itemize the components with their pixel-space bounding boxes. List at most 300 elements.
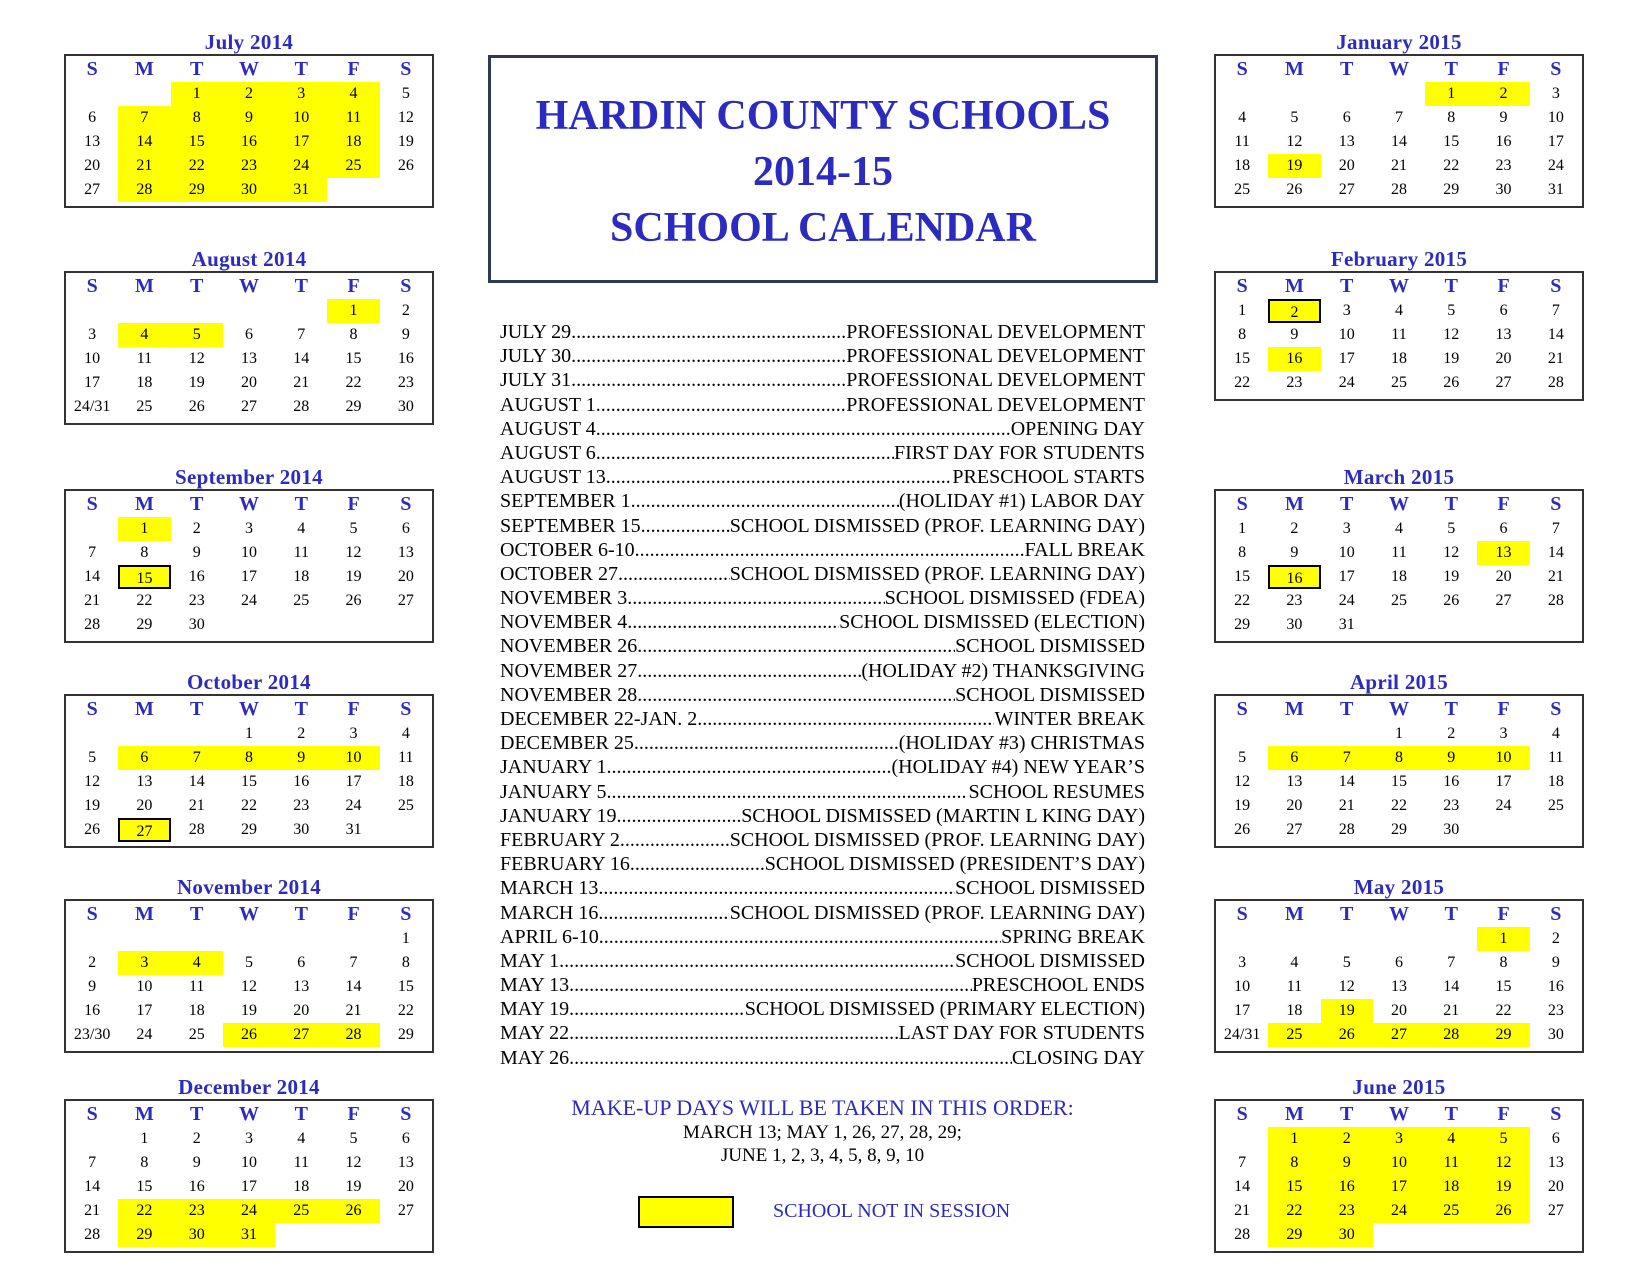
empty-day-cell [1425,927,1477,951]
weekday-label: F [347,697,360,720]
event-row [500,538,1145,562]
day-cell: 25 [275,1199,327,1223]
day-cell: 20 [84,157,101,174]
day-cell: 1 [244,725,253,742]
dot-leader [569,1021,898,1045]
empty-day-cell [66,722,118,746]
day-cell: 27 [397,1202,414,1219]
dot-leader [641,514,730,538]
day-cell: 19 [1443,350,1460,367]
week-row [66,154,432,178]
weekday-label: F [1497,1102,1510,1125]
day-cell: 2 [1268,299,1320,323]
week-row [66,565,432,589]
weekday-label: S [86,1102,98,1125]
day-cell: 13 [1390,978,1407,995]
empty-day-cell [380,1223,432,1247]
day-cell: 21 [188,797,205,814]
month-title: February 2015 [1330,247,1468,271]
weekday-label: T [294,492,308,515]
day-cell: 4 [297,520,306,537]
event-date: AUGUST 4 [500,417,596,440]
weekday-label: S [86,274,98,297]
day-cell: 3 [1342,302,1351,319]
weekday-label: W [1388,1102,1409,1125]
month-grid [1214,489,1584,643]
event-description: SCHOOL DISMISSED (PROF. LEARNING DAY) [729,828,1145,851]
month-title: November 2014 [176,875,322,899]
week-row [66,1199,432,1223]
day-cell: 23 [293,797,310,814]
day-cell: 1 [1477,927,1529,951]
event-description: (HOLIDAY #4) NEW YEAR’S [891,756,1145,779]
day-cell: 5 [171,323,223,347]
week-row [1216,1199,1582,1223]
empty-day-cell [171,299,223,323]
day-cell: 19 [345,1178,362,1195]
day-cell: 16 [1321,1175,1373,1199]
weekday-label: S [1550,697,1562,720]
weekday-label: S [86,697,98,720]
day-cell: 30 [397,398,414,415]
weekday-label: T [1444,492,1458,515]
weekday-label: W [1388,57,1409,80]
day-cell: 12 [1234,773,1251,790]
weekday-label: W [1388,492,1409,515]
day-cell: 12 [1477,1151,1529,1175]
day-cell: 29 [1443,181,1460,198]
day-cell: 7 [297,326,306,343]
day-cell: 5 [1290,109,1299,126]
week-row [1216,746,1582,770]
empty-day-cell [171,927,223,951]
event-row [500,852,1145,876]
day-cell: 25 [1234,181,1251,198]
day-cell: 12 [397,109,414,126]
day-cell: 13 [1338,133,1355,150]
day-cell: 8 [140,544,149,561]
empty-day-cell [1425,1223,1477,1247]
empty-day-cell [275,613,327,637]
day-cell: 4 [118,323,170,347]
event-description: PRESCHOOL STARTS [952,466,1145,489]
day-cell: 5 [1342,954,1351,971]
week-row [1216,541,1582,565]
day-cell: 24 [1373,1199,1425,1223]
month-title: October 2014 [187,670,311,694]
weekday-header [1216,56,1582,82]
event-row [500,707,1145,731]
day-cell: 15 [136,1178,153,1195]
event-description: SCHOOL DISMISSED [955,949,1145,972]
day-cell: 7 [118,106,170,130]
event-date: MARCH 16 [500,901,599,924]
event-row [500,610,1145,634]
weekday-label: T [294,1102,308,1125]
weekday-label: S [86,492,98,515]
day-cell: 4 [171,951,223,975]
day-cell: 11 [1286,978,1303,995]
day-cell: 1 [401,930,410,947]
day-cell: 21 [345,1002,362,1019]
weekday-label: T [294,697,308,720]
event-description: (HOLIDAY #3) CHRISTMAS [898,732,1145,755]
day-cell: 3 [1373,1127,1425,1151]
event-description: (HOLIDAY #1) LABOR DAY [898,490,1145,513]
day-cell: 2 [1290,520,1299,537]
day-cell: 23 [1286,592,1303,609]
day-cell: 30 [1286,616,1303,633]
day-cell: 30 [293,821,310,838]
day-cell: 7 [1238,1154,1247,1171]
day-cell: 10 [136,978,153,995]
day-cell: 11 [293,544,309,561]
month-grid [64,694,434,848]
day-cell: 16 [188,568,205,585]
week-row [66,927,432,951]
day-cell: 24 [136,1026,153,1043]
dot-leader [607,780,969,804]
month-grid [1214,1099,1584,1253]
day-cell: 16 [1495,133,1512,150]
day-cell: 8 [223,746,275,770]
week-row [66,770,432,794]
weekday-label: W [238,1102,259,1125]
day-cell: 28 [1425,1023,1477,1047]
calendar-title: SCHOOL CALENDAR [610,205,1036,251]
event-description: PROFESSIONAL DEVELOPMENT [846,321,1145,343]
day-cell: 3 [244,1130,253,1147]
day-cell: 17 [1234,1002,1251,1019]
day-cell: 28 [1547,374,1564,391]
month-title: June 2015 [1352,1075,1446,1099]
day-cell: 16 [188,1178,205,1195]
empty-day-cell [66,1127,118,1151]
day-cell: 2 [192,1130,201,1147]
day-cell: 9 [192,544,201,561]
day-cell: 5 [349,1130,358,1147]
day-cell: 7 [88,1154,97,1171]
week-row [1216,323,1582,347]
day-cell: 18 [397,773,414,790]
month-grid [1214,899,1584,1053]
week-row [1216,999,1582,1023]
weekday-label: W [1388,274,1409,297]
event-date: DECEMBER 25 [500,732,634,755]
empty-day-cell [1477,1223,1529,1247]
day-cell: 10 [1547,109,1564,126]
day-cell: 27 [1373,1023,1425,1047]
month-grid [64,1099,434,1253]
day-cell: 25 [327,154,379,178]
empty-day-cell [1216,927,1268,951]
day-cell: 3 [244,520,253,537]
day-cell: 28 [84,1226,101,1243]
day-cell: 13 [1547,1154,1564,1171]
week-row [66,1127,432,1151]
month-november-2014 [64,875,434,1053]
day-cell: 9 [88,978,97,995]
day-cell: 2 [223,82,275,106]
day-cell: 24/31 [73,398,111,415]
day-cell: 24 [223,1199,275,1223]
day-cell: 3 [1342,520,1351,537]
day-cell: 13 [293,978,310,995]
empty-day-cell [1477,818,1529,842]
day-cell: 1 [1238,302,1247,319]
day-cell: 16 [1268,347,1320,371]
dot-leader [637,683,955,707]
month-title: September 2014 [175,465,323,489]
day-cell: 17 [1495,773,1512,790]
day-cell: 13 [136,773,153,790]
weekday-label: T [190,492,204,515]
day-cell: 29 [241,821,258,838]
week-row [1216,613,1582,637]
day-cell: 20 [293,1002,310,1019]
event-row [500,489,1145,513]
week-row [66,1175,432,1199]
week-row [1216,178,1582,202]
empty-day-cell [1373,613,1425,637]
day-cell: 1 [1394,725,1403,742]
day-cell: 19 [397,133,414,150]
school-year: 2014-15 [753,149,893,195]
weekday-label: M [134,697,154,720]
event-description: PROFESSIONAL DEVELOPMENT [846,369,1145,392]
day-cell: 15 [345,350,362,367]
weekday-label: T [1340,697,1354,720]
day-cell: 15 [1495,978,1512,995]
event-date: JULY 29 [500,321,572,343]
day-cell: 26 [223,1023,275,1047]
events-list [500,320,1145,1070]
day-cell: 8 [140,1154,149,1171]
weekday-label: S [1236,902,1248,925]
event-description: SCHOOL DISMISSED [955,683,1145,706]
dot-leader [569,1046,1012,1070]
day-cell: 28 [327,1023,379,1047]
event-description: PROFESSIONAL DEVELOPMENT [846,345,1145,368]
day-cell: 20 [1338,157,1355,174]
day-cell: 26 [188,398,205,415]
day-cell: 30 [1443,821,1460,838]
day-cell: 28 [1234,1226,1251,1243]
day-cell: 26 [1443,374,1460,391]
weekday-header [66,696,432,722]
empty-day-cell [275,927,327,951]
day-cell: 13 [84,133,101,150]
week-row [66,589,432,613]
event-row [500,586,1145,610]
weekday-label: S [1236,492,1248,515]
weekday-label: S [1236,1102,1248,1125]
event-row [500,1021,1145,1045]
event-row [500,368,1145,392]
day-cell: 22 [171,154,223,178]
week-row [1216,927,1582,951]
day-cell: 26 [1477,1199,1529,1223]
empty-day-cell [1321,722,1373,746]
makeup-line-1: MARCH 13; MAY 1, 26, 27, 28, 29; [683,1122,962,1143]
day-cell: 9 [1290,326,1299,343]
weekday-label: T [190,274,204,297]
weekday-label: S [1550,57,1562,80]
day-cell: 12 [1286,133,1303,150]
event-date: JANUARY 5 [500,780,607,803]
day-cell: 22 [136,592,153,609]
day-cell: 4 [1394,520,1403,537]
day-cell: 4 [1425,1127,1477,1151]
day-cell: 8 [171,106,223,130]
day-cell: 11 [1391,326,1407,343]
week-row [66,323,432,347]
day-cell: 10 [1338,544,1355,561]
day-cell: 6 [401,520,410,537]
event-row [500,804,1145,828]
week-row [1216,818,1582,842]
day-cell: 22 [1234,374,1251,391]
month-title: April 2015 [1349,670,1449,694]
weekday-label: F [1497,492,1510,515]
event-description: WINTER BREAK [994,708,1145,730]
weekday-label: S [1550,1102,1562,1125]
event-date: SEPTEMBER 15 [500,514,641,537]
empty-day-cell [380,613,432,637]
weekday-label: S [400,57,412,80]
day-cell: 17 [136,1002,153,1019]
day-cell: 22 [240,797,257,814]
dot-leader [607,755,892,779]
weekday-label: M [134,274,154,297]
day-cell: 1 [1268,1127,1320,1151]
day-cell: 11 [1391,544,1407,561]
day-cell: 18 [327,130,379,154]
week-row [66,1023,432,1047]
day-cell: 24 [275,154,327,178]
day-cell: 28 [1338,821,1355,838]
weekday-label: S [400,274,412,297]
day-cell: 21 [1547,350,1564,367]
day-cell: 14 [188,773,205,790]
dot-leader [571,320,846,344]
day-cell: 15 [1390,773,1407,790]
weekday-label: T [1444,697,1458,720]
day-cell: 28 [293,398,310,415]
weekday-label: F [347,492,360,515]
event-description: SCHOOL DISMISSED (PROF. LEARNING DAY) [729,514,1145,537]
day-cell: 21 [1390,157,1407,174]
day-cell: 27 [240,398,257,415]
week-row [1216,565,1582,589]
day-cell: 14 [1443,978,1460,995]
day-cell: 24 [240,592,257,609]
day-cell: 10 [240,1154,257,1171]
weekday-label: S [1550,902,1562,925]
empty-day-cell [1530,818,1582,842]
day-cell: 19 [1477,1175,1529,1199]
week-row [1216,299,1582,323]
day-cell: 18 [293,568,310,585]
day-cell: 9 [1321,1151,1373,1175]
month-december-2014 [64,1075,434,1253]
day-cell: 10 [1373,1151,1425,1175]
dot-leader [571,368,846,392]
day-cell: 9 [275,746,327,770]
day-cell: 29 [345,398,362,415]
day-cell: 24 [1547,157,1564,174]
day-cell: 29 [118,1223,170,1247]
day-cell: 25 [1268,1023,1320,1047]
day-cell: 9 [192,1154,201,1171]
day-cell: 17 [241,568,258,585]
event-description: SCHOOL DISMISSED [955,877,1145,900]
day-cell: 27 [1495,592,1512,609]
month-october-2014 [64,670,434,848]
weekday-label: F [1497,697,1510,720]
day-cell: 27 [1338,181,1355,198]
day-cell: 18 [1547,773,1564,790]
empty-day-cell [1477,613,1529,637]
weekday-header [1216,696,1582,722]
day-cell: 7 [88,544,97,561]
weekday-label: M [1284,274,1304,297]
weekday-label: T [190,902,204,925]
day-cell: 21 [1234,1202,1251,1219]
day-cell: 19 [240,1002,257,1019]
day-cell: 22 [118,1199,170,1223]
day-cell: 29 [1477,1023,1529,1047]
day-cell: 14 [345,978,362,995]
day-cell: 1 [1238,520,1247,537]
event-row [500,997,1145,1021]
empty-day-cell [1425,613,1477,637]
event-date: NOVEMBER 27 [500,659,638,682]
day-cell: 27 [84,181,101,198]
day-cell: 24 [1495,797,1512,814]
empty-day-cell [118,82,170,106]
event-row [500,780,1145,804]
day-cell: 4 [1290,954,1299,971]
event-row [500,659,1145,683]
event-date: JULY 30 [500,345,572,368]
day-cell: 11 [293,1154,309,1171]
month-title: May 2015 [1353,875,1445,899]
week-row [66,130,432,154]
day-cell: 22 [1234,592,1251,609]
day-cell: 12 [1338,978,1355,995]
dot-leader [598,876,955,900]
day-cell: 18 [188,1002,205,1019]
weekday-label: W [238,697,259,720]
day-cell: 21 [293,374,310,391]
day-cell: 14 [1547,544,1564,561]
day-cell: 12 [345,544,362,561]
day-cell: 30 [188,616,205,633]
day-cell: 19 [1268,154,1320,178]
day-cell: 25 [1547,797,1564,814]
event-row [500,514,1145,538]
day-cell: 2 [297,725,306,742]
day-cell: 5 [401,85,410,102]
day-cell: 4 [401,725,410,742]
day-cell: 17 [1338,568,1355,585]
week-row [66,106,432,130]
month-grid [1214,271,1584,401]
day-cell: 25 [1390,374,1407,391]
day-cell: 26 [397,157,414,174]
day-cell: 6 [297,954,306,971]
